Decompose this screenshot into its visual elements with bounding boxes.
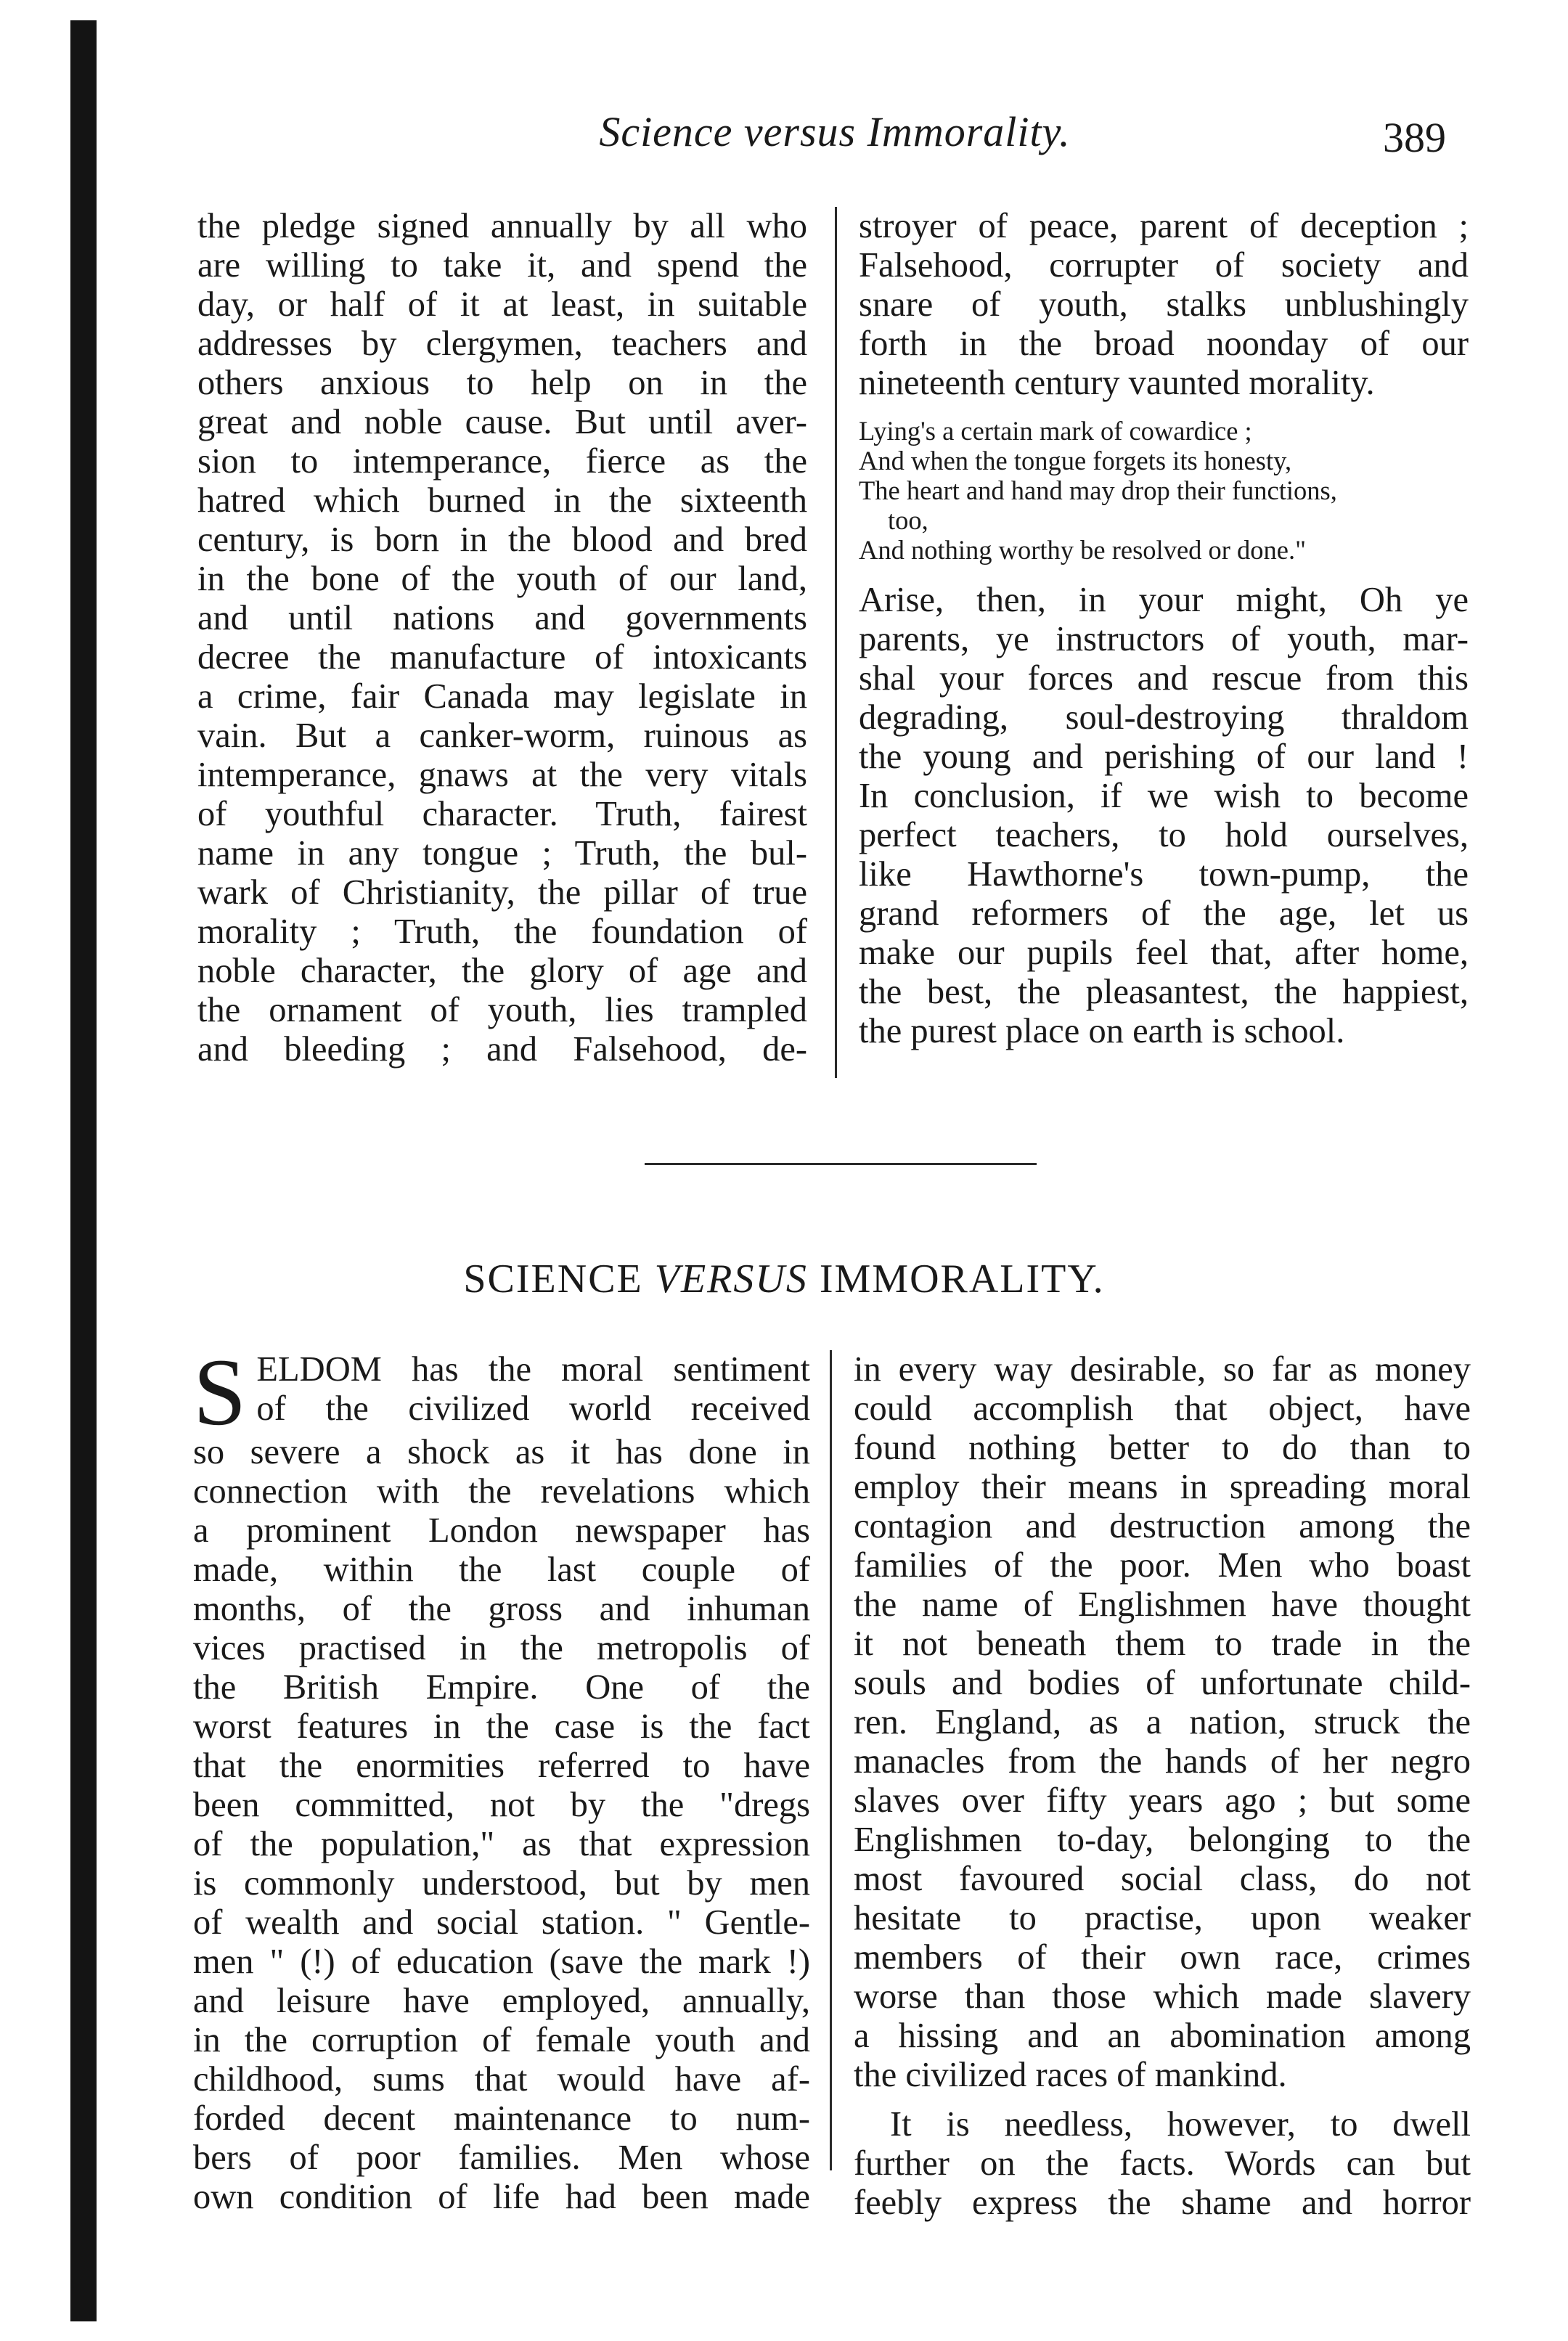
text-line: century, is born in the blood and bred [197,520,807,559]
text-line: the pledge signed annually by all who [197,207,807,245]
text-line: and bleeding ; and Falsehood, de- [197,1030,807,1069]
text-line: In conclusion, if we wish to become [859,777,1469,815]
binding-edge [70,20,97,2321]
text-line: it not beneath them to trade in the [854,1625,1471,1663]
text-line: hatred which burned in the sixteenth [197,481,807,520]
text-line: connection with the revelations which [193,1472,810,1511]
text-line: worse than those which made slavery [854,1977,1471,2016]
text-line: the purest place on earth is school. [859,1012,1345,1050]
text-line: made, within the last couple of [193,1551,810,1589]
text-line: intemperance, gnaws at the very vitals [197,756,807,794]
text-line: slaves over fifty years ago ; but some [854,1781,1471,1820]
text-line: snare of youth, stalks unblushingly [859,285,1469,324]
text-line: the name of Englishmen have thought [854,1585,1471,1624]
text-line: Englishmen to-day, belonging to the [854,1821,1471,1859]
text-line: It is needless, however, to dwell [890,2105,1471,2144]
text-line: make our pupils feel that, after home, [859,933,1469,972]
text-line: Arise, then, in your might, Oh ye [859,581,1469,619]
opening-lines [193,1350,810,1429]
text-line: nineteenth century vaunted morality. [859,364,1375,402]
text-line: sion to intemperance, fierce as the [197,442,807,481]
text-line: own condition of life had been made [193,2178,810,2216]
text-line: bers of poor families. Men whose [193,2138,810,2177]
text-line: months, of the gross and inhuman [193,1590,810,1628]
text-line: worst features in the case is the fact [193,1707,810,1746]
text-line: families of the poor. Men who boast [854,1546,1471,1585]
text-line: so severe a shock as it has done in [193,1433,810,1471]
text-line: childhood, sums that would have af- [193,2060,810,2099]
text-line: wark of Christianity, the pillar of true [197,873,807,912]
text-line: morality ; Truth, the foundation of [197,912,807,951]
text-line: decree the manufacture of intoxicants [197,638,807,677]
text-line: grand reformers of the age, let us [859,894,1469,933]
text-line: parents, ye instructors of youth, mar- [859,620,1469,658]
poem-line: The heart and hand may drop their functions, [859,475,1337,505]
text-line: hesitate to practise, upon weaker [854,1899,1471,1937]
text-line: others anxious to help on in the [197,364,807,402]
closing-paragraph-part [859,207,1469,403]
text-line: a crime, fair Canada may legislate in [197,677,807,716]
opening-paragraph [193,1433,810,2217]
text-line: of the population," as that expression [193,1825,810,1863]
text-line: the young and perishing of our land ! [859,738,1469,776]
text-line: men " (!) of education (save the mark !) [193,1942,810,1981]
section-divider [645,1163,1037,1165]
text-line: the ornament of youth, lies trampled [197,991,807,1029]
text-line: could accomplish that object, have [854,1389,1471,1428]
text-line: ren. England, as a nation, struck the [854,1703,1471,1741]
text-line: Falsehood, corrupter of society and [859,246,1469,285]
text-line: found nothing better to do than to [854,1429,1471,1467]
column-divider-top [835,207,837,1078]
text-line: great and noble cause. But until aver- [197,403,807,441]
text-line: feebly express the shame and horror [854,2183,1471,2222]
text-line: most favoured social class, do not [854,1860,1471,1898]
text-line: employ their means in spreading moral [854,1468,1471,1506]
text-line: ELDOM has the moral sentiment [256,1350,810,1389]
column-divider-bottom [830,1350,832,2170]
text-line: the best, the pleasantest, the happiest, [859,973,1469,1011]
text-line: in the corruption of female youth and [193,2021,810,2059]
text-line: shal your forces and rescue from this [859,659,1469,698]
text-line: day, or half of it at least, in suitable [197,285,807,324]
paragraph-continued [854,1350,1471,2095]
text-line: the civilized races of mankind. [854,2056,1287,2094]
text-line: contagion and destruction among the [854,1507,1471,1545]
text-line: are willing to take it, and spend the [197,246,807,285]
second-paragraph [854,2105,1471,2223]
text-line: that the enormities referred to have [193,1746,810,1785]
text-line: vain. But a canker-worm, ruinous as [197,716,807,755]
text-line: a prominent London newspaper has [193,1511,810,1550]
text-line: vices practised in the metropolis of [193,1629,810,1667]
text-line: the British Empire. One of the [193,1668,810,1707]
article-title-part2: IMMORALITY. [807,1257,1105,1302]
page-number: 389 [1383,114,1446,161]
concluding-paragraph [859,581,1469,1051]
text-line: name in any tongue ; Truth, the bul- [197,834,807,873]
text-line: stroyer of peace, parent of deception ; [859,207,1469,245]
poem-quotation [859,416,1469,565]
running-title: Science versus Immorality. [599,108,1071,155]
text-line: noble character, the glory of age and [197,952,807,990]
text-line: and leisure have employed, annually, [193,1982,810,2020]
article-title [276,1256,1292,1302]
top-left-column [197,207,807,1069]
article-title-italic: VERSUS [654,1257,808,1302]
top-right-column [859,207,1469,1051]
text-line: manacles from the hands of her negro [854,1742,1471,1781]
text-line: like Hawthorne's town-pump, the [859,855,1469,894]
article-title-part1: SCIENCE [463,1257,655,1302]
poem-line: And when the tongue forgets its honesty, [859,446,1292,475]
text-line: in the bone of the youth of our land, [197,560,807,598]
text-line: perfect teachers, to hold ourselves, [859,816,1469,854]
text-line: of youthful character. Truth, fairest [197,795,807,833]
text-line: souls and bodies of unfortunate child- [854,1664,1471,1702]
bottom-right-column [854,1350,1471,2223]
text-line: of wealth and social station. " Gentle- [193,1903,810,1942]
text-line: further on the facts. Words can but [854,2144,1471,2183]
bottom-left-column [193,1339,810,2217]
drop-cap: S [193,1339,247,1445]
text-line: been committed, not by the "dregs [193,1786,810,1824]
text-line: of the civilized world received [256,1389,810,1428]
poem-line: Lying's a certain mark of cowardice ; [859,416,1252,446]
text-line: forth in the broad noonday of our [859,324,1469,363]
text-line: members of their own race, crimes [854,1938,1471,1977]
text-line: degrading, soul-destroying thraldom [859,698,1469,737]
text-line: is commonly understood, but by men [193,1864,810,1903]
poem-line: too, [888,505,928,535]
text-line: addresses by clergymen, teachers and [197,324,807,363]
text-line: forded decent maintenance to num- [193,2099,810,2138]
poem-line: And nothing worthy be resolved or done." [859,535,1307,565]
text-line: in every way desirable, so far as money [854,1350,1471,1389]
text-line: and until nations and governments [197,599,807,637]
text-line: a hissing and an abomination among [854,2017,1471,2055]
